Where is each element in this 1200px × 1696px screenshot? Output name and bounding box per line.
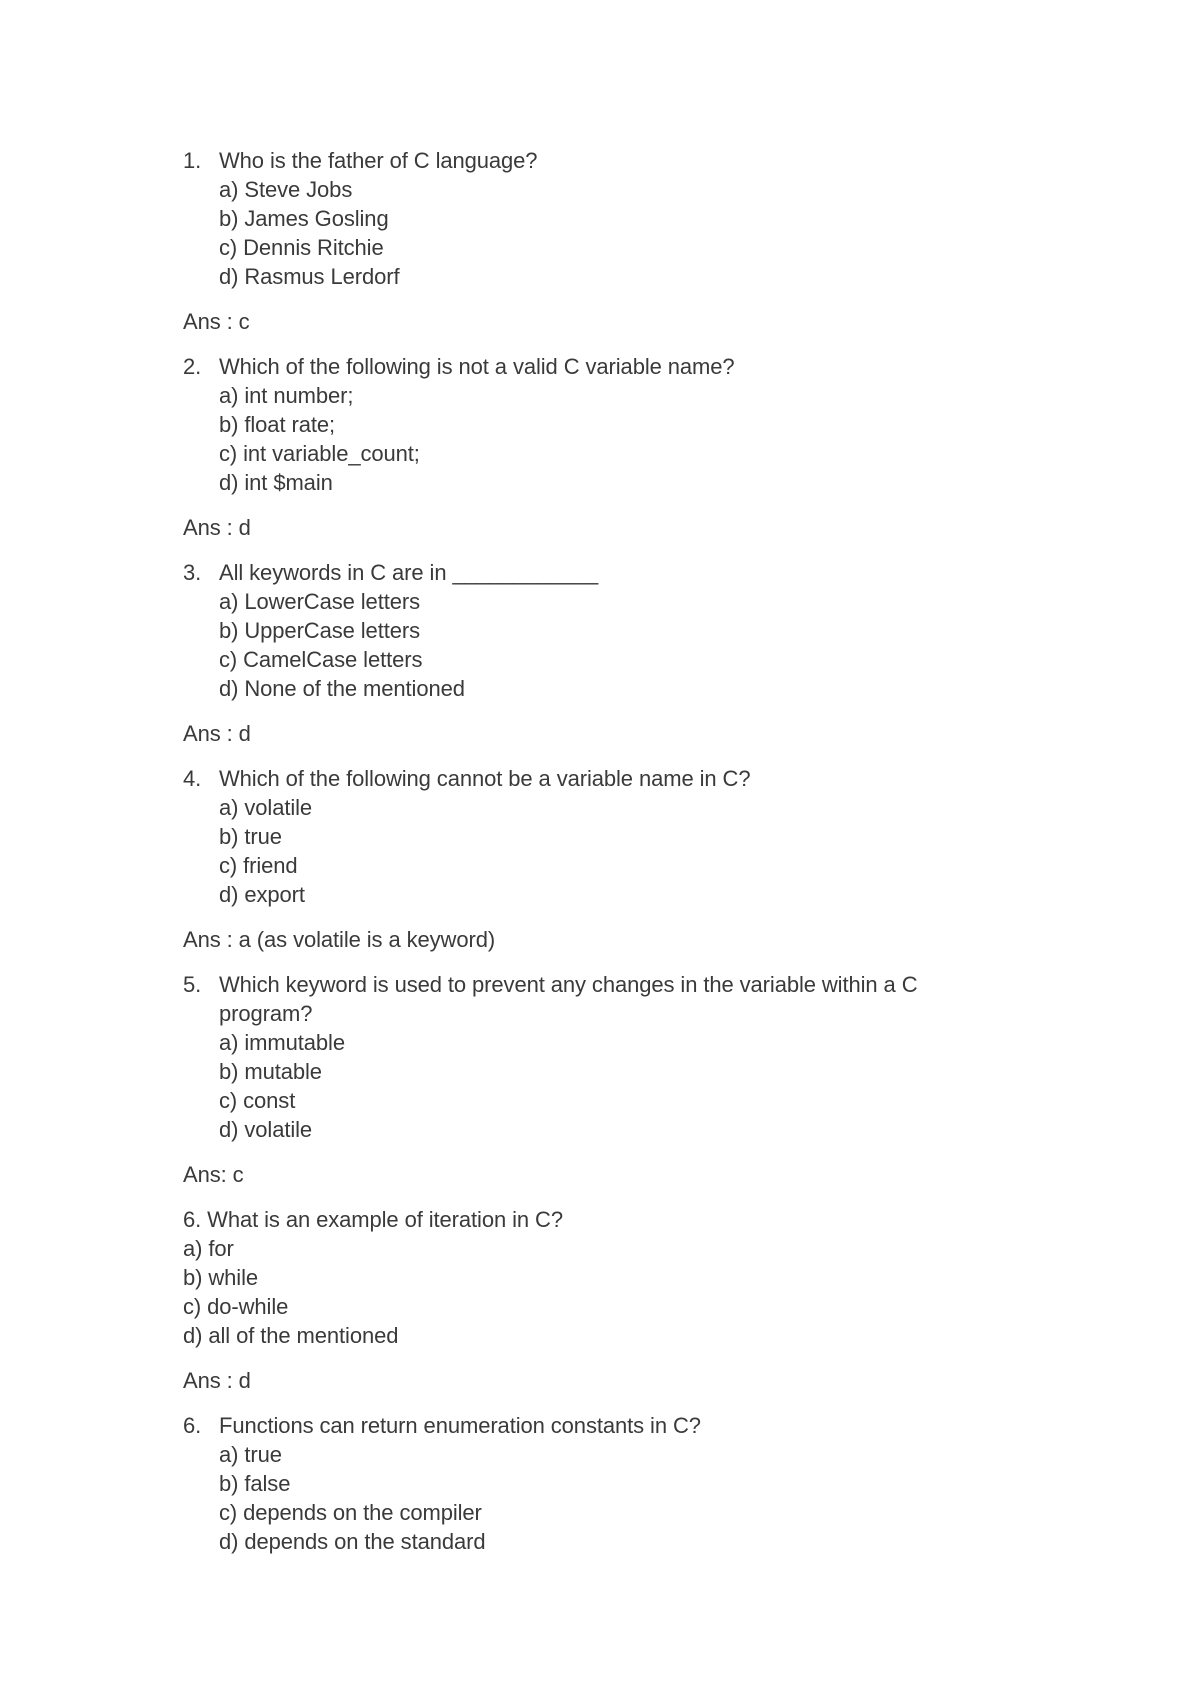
option-b: b) UpperCase letters [219, 618, 420, 643]
option-a: a) for [183, 1236, 234, 1261]
question-number: 1. [183, 148, 202, 173]
answer-line: Ans: c [183, 1162, 244, 1187]
option-list [183, 175, 1003, 291]
question-text: Functions can return enumeration constants in C? [219, 1413, 701, 1438]
question-3 [183, 558, 1003, 748]
question-4-row [183, 764, 1003, 793]
question-1-row [183, 146, 1003, 175]
option-d: d) export [219, 882, 305, 907]
question-text: Who is the father of C language? [219, 148, 538, 173]
option-c: c) do-while [183, 1294, 289, 1319]
option-b: b) while [183, 1265, 259, 1290]
question-text: All keywords in C are in ____________ [219, 560, 599, 585]
option-c: c) const [219, 1088, 296, 1113]
option-list [183, 381, 1003, 497]
question-6-iteration [183, 1205, 1003, 1395]
question-5 [183, 970, 1003, 1189]
option-b: b) false [219, 1471, 291, 1496]
option-d: d) volatile [219, 1117, 313, 1142]
option-c: c) friend [219, 853, 298, 878]
question-number: 4. [183, 766, 202, 791]
answer-line: Ans : d [183, 721, 251, 746]
option-c: c) CamelCase letters [219, 647, 423, 672]
option-d: d) all of the mentioned [183, 1323, 399, 1348]
question-2 [183, 352, 1003, 542]
option-list [183, 1028, 1003, 1144]
option-b: b) James Gosling [219, 206, 389, 231]
option-list [183, 1234, 1003, 1350]
question-number: 5. [183, 972, 202, 997]
option-list [183, 587, 1003, 703]
option-list [183, 793, 1003, 909]
question-text: Which keyword is used to prevent any changes in the variable within a C program? [219, 972, 918, 1026]
option-b: b) float rate; [219, 412, 335, 437]
question-6-enumeration [183, 1411, 1003, 1556]
option-a: a) volatile [219, 795, 313, 820]
question-text: Which of the following is not a valid C variable name? [219, 354, 735, 379]
option-d: d) Rasmus Lerdorf [219, 264, 400, 289]
option-a: a) true [219, 1442, 282, 1467]
option-c: c) Dennis Ritchie [219, 235, 384, 260]
option-b: b) mutable [219, 1059, 322, 1084]
answer-line: Ans : d [183, 1368, 251, 1393]
question-text: Which of the following cannot be a variable name in C? [219, 766, 751, 791]
question-4 [183, 764, 1003, 954]
question-1 [183, 146, 1003, 336]
question-number: 6. [183, 1413, 202, 1438]
option-a: a) Steve Jobs [219, 177, 353, 202]
answer-line: Ans : a (as volatile is a keyword) [183, 927, 496, 952]
option-c: c) depends on the compiler [219, 1500, 482, 1525]
question-number: 2. [183, 354, 202, 379]
option-d: d) depends on the standard [219, 1529, 486, 1554]
question-2-row [183, 352, 1003, 381]
option-b: b) true [219, 824, 282, 849]
question-5-row [183, 970, 1003, 1028]
question-number: 3. [183, 560, 202, 585]
option-a: a) int number; [219, 383, 354, 408]
option-a: a) LowerCase letters [219, 589, 420, 614]
option-d: d) None of the mentioned [219, 676, 465, 701]
question-3-row [183, 558, 1003, 587]
option-list [183, 1440, 1003, 1556]
option-d: d) int $main [219, 470, 333, 495]
question-6-row [183, 1411, 1003, 1440]
answer-line: Ans : c [183, 309, 250, 334]
quiz-content [183, 146, 1003, 1556]
question-text: 6. What is an example of iteration in C? [183, 1207, 563, 1232]
option-c: c) int variable_count; [219, 441, 420, 466]
option-a: a) immutable [219, 1030, 345, 1055]
answer-line: Ans : d [183, 515, 251, 540]
